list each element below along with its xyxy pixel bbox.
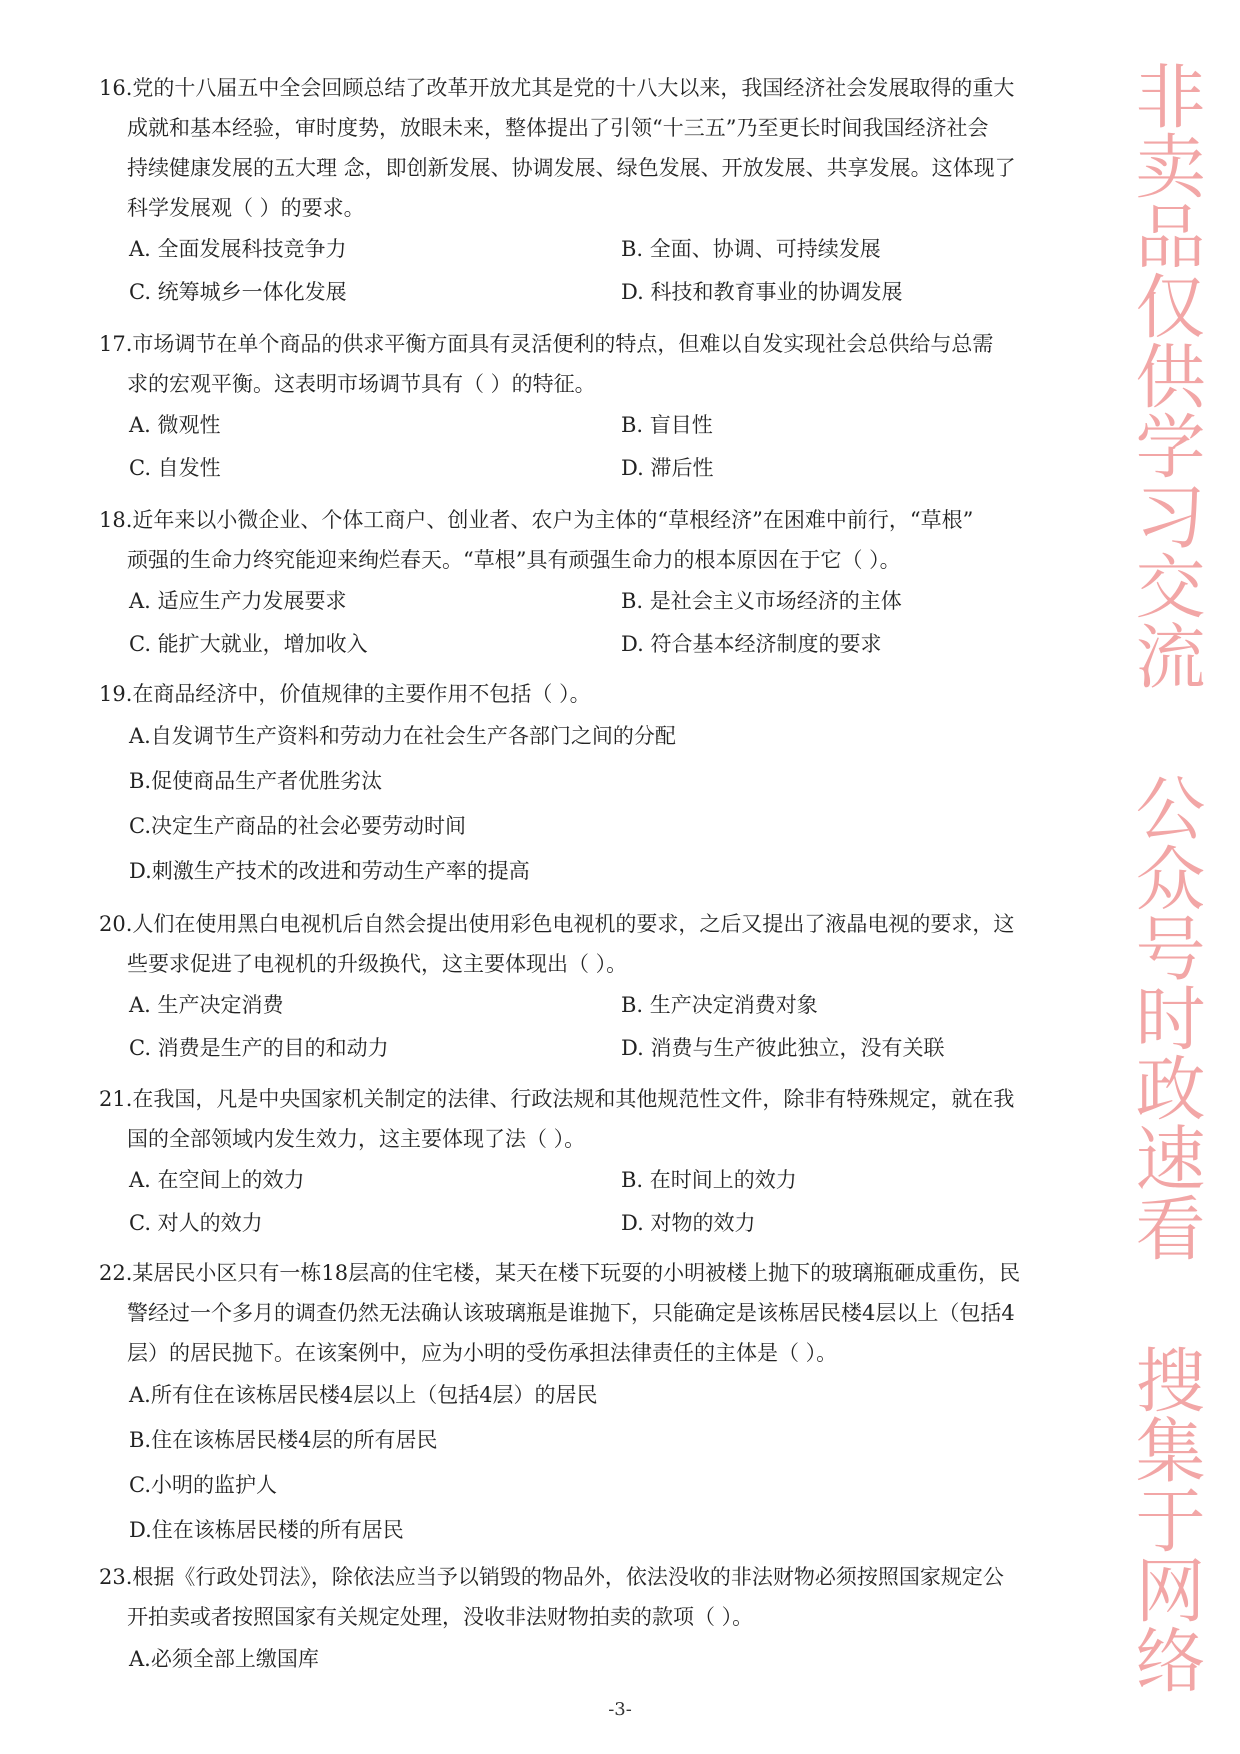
answer-option-c: C. 消费是生产的目的和动力 bbox=[129, 1036, 389, 1060]
answer-option-c: C. 自发性 bbox=[129, 456, 221, 480]
answer-options bbox=[99, 1373, 1074, 1553]
answer-option-d: D. 符合基本经济制度的要求 bbox=[621, 632, 882, 656]
page-number: -3- bbox=[608, 1699, 632, 1720]
question-23 bbox=[99, 1557, 1074, 1682]
answer-option-b: B.促使商品生产者优胜劣汰 bbox=[129, 769, 383, 793]
question-stem-line: 顽强的生命力终究能迎来绚烂春天。“草根”具有顽强生命力的根本原因在于它（ ）。 bbox=[127, 548, 901, 572]
question-16 bbox=[99, 68, 1074, 314]
answer-option-b: B.住在该栋居民楼4层的所有居民 bbox=[129, 1428, 438, 1452]
watermark: 非卖品仅供学习交流 公众号时政速看 搜集于网络 bbox=[1124, 60, 1206, 1694]
question-stem-line: 警经过一个多月的调查仍然无法确认该玻璃瓶是谁抛下，只能确定是该栋居民楼4层以上（包括4 bbox=[127, 1301, 1015, 1325]
answer-option-b: B. 是社会主义市场经济的主体 bbox=[621, 589, 902, 613]
question-stem-line: 层）的居民抛下。在该案例中，应为小明的受伤承担法律责任的主体是（ ）。 bbox=[127, 1341, 838, 1365]
question-21 bbox=[99, 1079, 1074, 1245]
answer-options bbox=[99, 580, 1074, 666]
question-18 bbox=[99, 500, 1074, 666]
question-22 bbox=[99, 1253, 1074, 1553]
answer-options bbox=[99, 714, 1074, 894]
answer-option-b: B. 盲目性 bbox=[621, 413, 713, 437]
question-19 bbox=[99, 674, 1074, 894]
question-stem-line: 国的全部领域内发生效力，这主要体现了法（ ）。 bbox=[127, 1127, 586, 1151]
answer-option-a: A. 生产决定消费 bbox=[129, 993, 284, 1017]
question-stem-line: 23.根据《行政处罚法》，除依法应当予以销毁的物品外，依法没收的非法财物必须按照国家规定公 bbox=[99, 1565, 1004, 1589]
answer-option-c: C.小明的监护人 bbox=[129, 1473, 277, 1497]
question-stem-line: 22.某居民小区只有一栋18层高的住宅楼，某天在楼下玩耍的小明被楼上抛下的玻璃瓶砸成重伤，民 bbox=[99, 1261, 1021, 1285]
answer-option-a: A. 适应生产力发展要求 bbox=[129, 589, 347, 613]
answer-options bbox=[99, 1637, 1074, 1682]
answer-option-c: C.决定生产商品的社会必要劳动时间 bbox=[129, 814, 466, 838]
question-stem-line: 16.党的十八届五中全会回顾总结了改革开放尤其是党的十八大以来，我国经济社会发展取得的重大 bbox=[99, 76, 1015, 100]
answer-options bbox=[99, 1159, 1074, 1245]
question-stem-line: 17.市场调节在单个商品的供求平衡方面具有灵活便利的特点，但难以自发实现社会总供给与总需 bbox=[99, 332, 994, 356]
answer-option-a: A. 微观性 bbox=[129, 413, 221, 437]
answer-option-c: C. 对人的效力 bbox=[129, 1211, 263, 1235]
question-17 bbox=[99, 324, 1074, 490]
answer-option-d: D.住在该栋居民楼的所有居民 bbox=[129, 1518, 404, 1542]
answer-options bbox=[99, 984, 1074, 1070]
answer-option-d: D. 滞后性 bbox=[621, 456, 714, 480]
question-stem-line: 20.人们在使用黑白电视机后自然会提出使用彩色电视机的要求，之后又提出了液晶电视的要求，这 bbox=[99, 912, 1015, 936]
question-stem-line: 18.近年来以小微企业、个体工商户、创业者、农户为主体的“草根经济”在困难中前行，“草根” bbox=[99, 508, 974, 532]
answer-option-a: A.所有住在该栋居民楼4层以上（包括4层）的居民 bbox=[129, 1383, 598, 1407]
answer-option-a: A.自发调节生产资料和劳动力在社会生产各部门之间的分配 bbox=[129, 724, 676, 748]
answer-options bbox=[99, 228, 1074, 314]
question-stem-line: 求的宏观平衡。这表明市场调节具有（ ）的特征。 bbox=[127, 372, 596, 396]
question-20 bbox=[99, 904, 1074, 1070]
answer-option-b: B. 全面、协调、可持续发展 bbox=[621, 237, 881, 261]
answer-option-d: D.刺激生产技术的改进和劳动生产率的提高 bbox=[129, 859, 530, 883]
question-stem-line: 19.在商品经济中，价值规律的主要作用不包括（ ）。 bbox=[99, 682, 591, 706]
question-stem-line: 21.在我国，凡是中央国家机关制定的法律、行政法规和其他规范性文件，除非有特殊规定，就在我 bbox=[99, 1087, 1015, 1111]
question-stem-line: 成就和基本经验，审时度势，放眼未来，整体提出了引领“十三五”乃至更长时间我国经济社会 bbox=[127, 116, 989, 140]
answer-option-b: B. 生产决定消费对象 bbox=[621, 993, 818, 1017]
answer-option-c: C. 统筹城乡一体化发展 bbox=[129, 280, 347, 304]
question-stem-line: 开拍卖或者按照国家有关规定处理，没收非法财物拍卖的款项（ ）。 bbox=[127, 1605, 754, 1629]
answer-option-a: A. 全面发展科技竞争力 bbox=[129, 237, 347, 261]
answer-option-a: A.必须全部上缴国库 bbox=[129, 1647, 319, 1671]
answer-option-d: D. 消费与生产彼此独立，没有关联 bbox=[621, 1036, 945, 1060]
question-stem-line: 科学发展观（ ）的要求。 bbox=[127, 196, 365, 220]
question-stem-line: 持续健康发展的五大理 念，即创新发展、协调发展、绿色发展、开放发展、共享发展。这体现了 bbox=[127, 156, 1016, 180]
answer-option-c: C. 能扩大就业，增加收入 bbox=[129, 632, 368, 656]
answer-option-a: A. 在空间上的效力 bbox=[129, 1168, 305, 1192]
answer-option-d: D. 对物的效力 bbox=[621, 1211, 756, 1235]
question-stem-line: 些要求促进了电视机的升级换代，这主要体现出（ ）。 bbox=[127, 952, 628, 976]
answer-option-b: B. 在时间上的效力 bbox=[621, 1168, 797, 1192]
answer-options bbox=[99, 404, 1074, 490]
answer-option-d: D. 科技和教育事业的协调发展 bbox=[621, 280, 903, 304]
